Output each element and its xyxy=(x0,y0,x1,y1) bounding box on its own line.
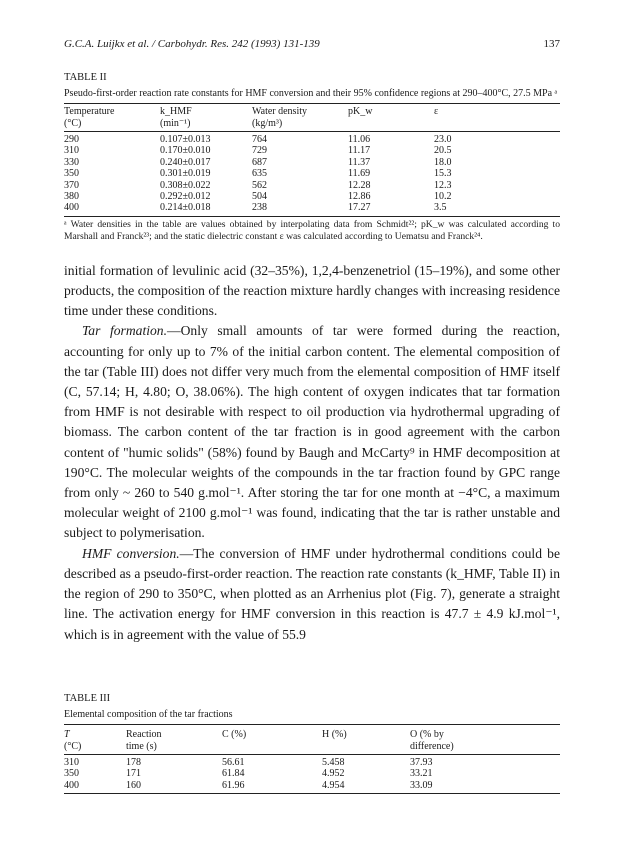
table-row xyxy=(64,157,560,168)
table-cell: 20.5 xyxy=(434,145,452,157)
table-cell: 4.952 xyxy=(322,768,345,780)
running-title: G.C.A. Luijkx et al. / Carbohydr. Res. 242 (1993) 131-139 xyxy=(64,38,320,50)
table-header: k_HMF xyxy=(160,104,252,119)
table-header: (kg/m³) xyxy=(252,118,348,132)
table-cell: 61.96 xyxy=(222,780,322,794)
table-cell: 504 xyxy=(252,191,267,203)
table-header: H (%) xyxy=(322,724,410,741)
table-cell: 0.240±0.017 xyxy=(160,156,211,168)
table-header: (°C) xyxy=(64,741,126,755)
table-cell: 0.170±0.010 xyxy=(160,145,211,157)
table-row xyxy=(64,191,560,202)
table-cell: 310 xyxy=(64,756,79,768)
table-cell: 3.5 xyxy=(434,202,560,216)
table-cell: 12.3 xyxy=(434,179,452,191)
table-header xyxy=(434,118,560,132)
table-cell: 12.86 xyxy=(348,191,371,203)
table-cell: 562 xyxy=(252,179,267,191)
table-cell: 18.0 xyxy=(434,156,452,168)
table-ii-grid xyxy=(64,103,560,217)
table-header: ε xyxy=(434,104,560,119)
paragraph-text: —Only small amounts of tar were formed during the reaction, accounting for only up to 7% of the initial carbon content. The elemental composition of the tar (Table III) does not differ very much from the elemental composition of HMF itself (C, 57.14; H, 4.80; O, 38.06%). The high content of oxygen indicates that tar formation from HMF is not desirable with respect to oil production via hydrothermal upgrading of biomass. The carbon content of the tar fraction is in good agreement with the carbon content of "humic solids" (58%) found by Baugh and McCarty⁹ in HMF decomposition at 190°C. The molecular weights of the compounds in the tar fraction found by GPC range from only ~ 260 to 540 g.mol⁻¹. After storing the tar for one month at −4°C, a maximum molecular weight of 2100 g.mol⁻¹ was found, indicating that the tar is rather unstable and subject to polymerisation. xyxy=(64,323,560,541)
page-number: 137 xyxy=(543,38,560,50)
table-cell: 400 xyxy=(64,780,126,794)
paragraph-text: —The conversion of HMF under hydrothermal conditions could be described as a pseudo-first-order reaction. The reaction rate constants (k_HMF, Table II) in the region of 290 to 350°C, when plotted as an Arrhenius plot (Fig. 7), generate a straight line. The activation energy for HMF conversion in this reaction is 47.7 ± 4.9 kJ.mol⁻¹, which is in agreement with the value of 55.9 xyxy=(64,545,560,642)
table-cell: 238 xyxy=(252,202,348,216)
table-cell: 0.308±0.022 xyxy=(160,179,211,191)
section-run-in-heading: Tar formation. xyxy=(82,323,167,339)
table-cell: 400 xyxy=(64,202,160,216)
section-run-in-heading: HMF conversion. xyxy=(82,545,180,561)
table-cell: 12.28 xyxy=(348,179,371,191)
table-header xyxy=(222,741,322,755)
table-cell: 171 xyxy=(126,768,141,780)
table-iii-title: Elemental composition of the tar fractions xyxy=(64,708,233,720)
table-cell: 0.301±0.019 xyxy=(160,168,211,180)
table-row xyxy=(64,202,560,216)
table-cell: 11.17 xyxy=(348,145,371,157)
table-header: Reaction xyxy=(126,724,222,741)
table-cell: 178 xyxy=(126,756,141,768)
table-cell: 350 xyxy=(64,768,79,780)
table-cell: 10.2 xyxy=(434,191,452,203)
table-cell: 17.27 xyxy=(348,202,434,216)
table-row xyxy=(64,145,560,156)
table-header: difference) xyxy=(410,741,560,755)
table-header: Water density xyxy=(252,104,348,119)
table-row xyxy=(64,168,560,179)
table-row xyxy=(64,768,560,779)
table-cell: 4.954 xyxy=(322,780,410,794)
table-iii xyxy=(64,693,560,794)
paragraph: initial formation of levulinic acid (32–35%), 1,2,4-benzenetriol (15–19%), and some other products, the composition of the reaction mixture hardly changes with increasing residence time under these conditions. xyxy=(64,262,560,319)
table-cell: 15.3 xyxy=(434,168,452,180)
table-cell: 0.292±0.012 xyxy=(160,191,211,203)
table-cell: 635 xyxy=(252,168,267,180)
table-cell: 11.69 xyxy=(348,168,371,180)
table-header: time (s) xyxy=(126,741,222,755)
table-ii-title: Pseudo-first-order reaction rate constants for HMF conversion and their 95% confidence regions at 290–400°C, 27.5 MPa ᵃ xyxy=(64,88,558,99)
table-cell: 310 xyxy=(64,145,79,157)
table-header: pK_w xyxy=(348,104,434,119)
table-header: T xyxy=(64,724,126,741)
paragraph xyxy=(64,544,560,645)
table-cell: 729 xyxy=(252,145,267,157)
paragraph xyxy=(64,321,560,543)
running-header xyxy=(64,38,560,50)
table-cell: 370 xyxy=(64,179,79,191)
page xyxy=(64,38,560,794)
table-iii-caption: TABLE III xyxy=(64,692,111,704)
table-cell: 33.09 xyxy=(410,780,560,794)
table-header: (min⁻¹) xyxy=(160,118,252,132)
table-cell: 764 xyxy=(252,134,267,145)
table-header: C (%) xyxy=(222,724,322,741)
table-row xyxy=(64,132,560,146)
table-cell: 61.84 xyxy=(222,768,245,780)
table-header: Temperature xyxy=(64,104,160,119)
table-cell: 0.214±0.018 xyxy=(160,202,252,216)
table-ii-caption: TABLE II xyxy=(64,72,107,83)
table-cell: 290 xyxy=(64,134,79,145)
table-cell: 5.458 xyxy=(322,756,345,768)
table-ii xyxy=(64,72,560,243)
table-cell: 380 xyxy=(64,191,79,203)
table-cell: 56.61 xyxy=(222,756,245,768)
table-row xyxy=(64,180,560,191)
table-ii-footnote: ᵃ Water densities in the table are values obtained by interpolating data from Schmidt²²; pK_w was calculated according to Marshall and Franck²³; and the static dielectric constant ε was calculated according to Uematsu and Franck²⁴. xyxy=(64,218,560,242)
table-iii-grid xyxy=(64,724,560,794)
table-cell: 11.06 xyxy=(348,134,371,145)
table-cell: 160 xyxy=(126,780,222,794)
table-row xyxy=(64,754,560,768)
table-cell: 23.0 xyxy=(434,134,452,145)
table-cell: 0.107±0.013 xyxy=(160,134,211,145)
table-cell: 687 xyxy=(252,156,267,168)
table-cell: 330 xyxy=(64,156,79,168)
table-cell: 11.37 xyxy=(348,156,371,168)
table-header: (°C) xyxy=(64,118,160,132)
table-cell: 37.93 xyxy=(410,756,433,768)
table-header xyxy=(322,741,410,755)
table-cell: 350 xyxy=(64,168,79,180)
table-cell: 33.21 xyxy=(410,768,433,780)
table-header: O (% by xyxy=(410,724,560,741)
body-text xyxy=(64,261,560,645)
table-row xyxy=(64,780,560,794)
table-header xyxy=(348,118,434,132)
